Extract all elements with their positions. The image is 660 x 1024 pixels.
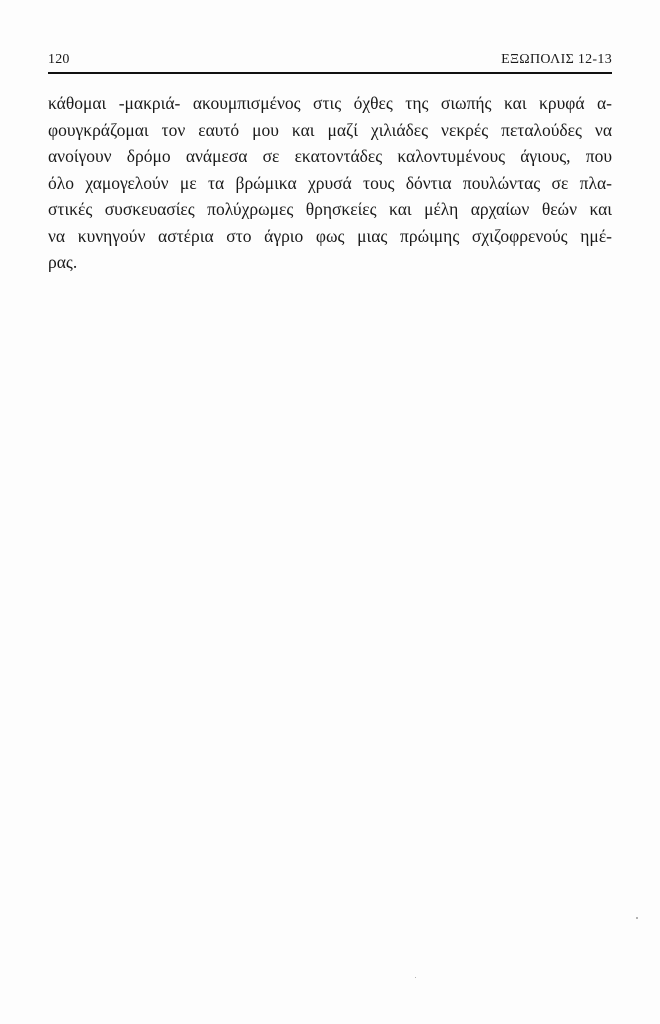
scan-speck [415,977,416,978]
text-line: να κυνηγούν αστέρια στο άγριο φως μιας πρώιμης σχιζοφρενούς ημέ- [48,225,612,246]
body-paragraph [48,90,612,276]
page-number: 120 [48,52,70,67]
header-rule [48,72,612,74]
page-header [48,50,612,70]
text-line: όλο χαμογελούν με τα βρώμικα χρυσά τους δόντια πουλώντας σε πλα- [48,172,612,193]
scan-speck [636,917,638,919]
text-line: στικές συσκευασίες πολύχρωμες θρησκείες και μέλη αρχαίων θεών και [48,199,612,219]
text-line: ανοίγουν δρόμο ανάμεσα σε εκατοντάδες καλοντυμένους άγιους, που [48,146,612,166]
running-head: ΕΞΩΠΟΛΙΣ 12-13 [501,52,612,67]
text-line: ρας. [48,252,78,272]
text-line: φουγκράζομαι τον εαυτό μου και μαζί χιλιάδες νεκρές πεταλούδες να [48,119,612,140]
text-line: κάθομαι -μακριά- ακουμπισμένος στις όχθες της σιωπής και κρυφά α- [48,93,612,113]
